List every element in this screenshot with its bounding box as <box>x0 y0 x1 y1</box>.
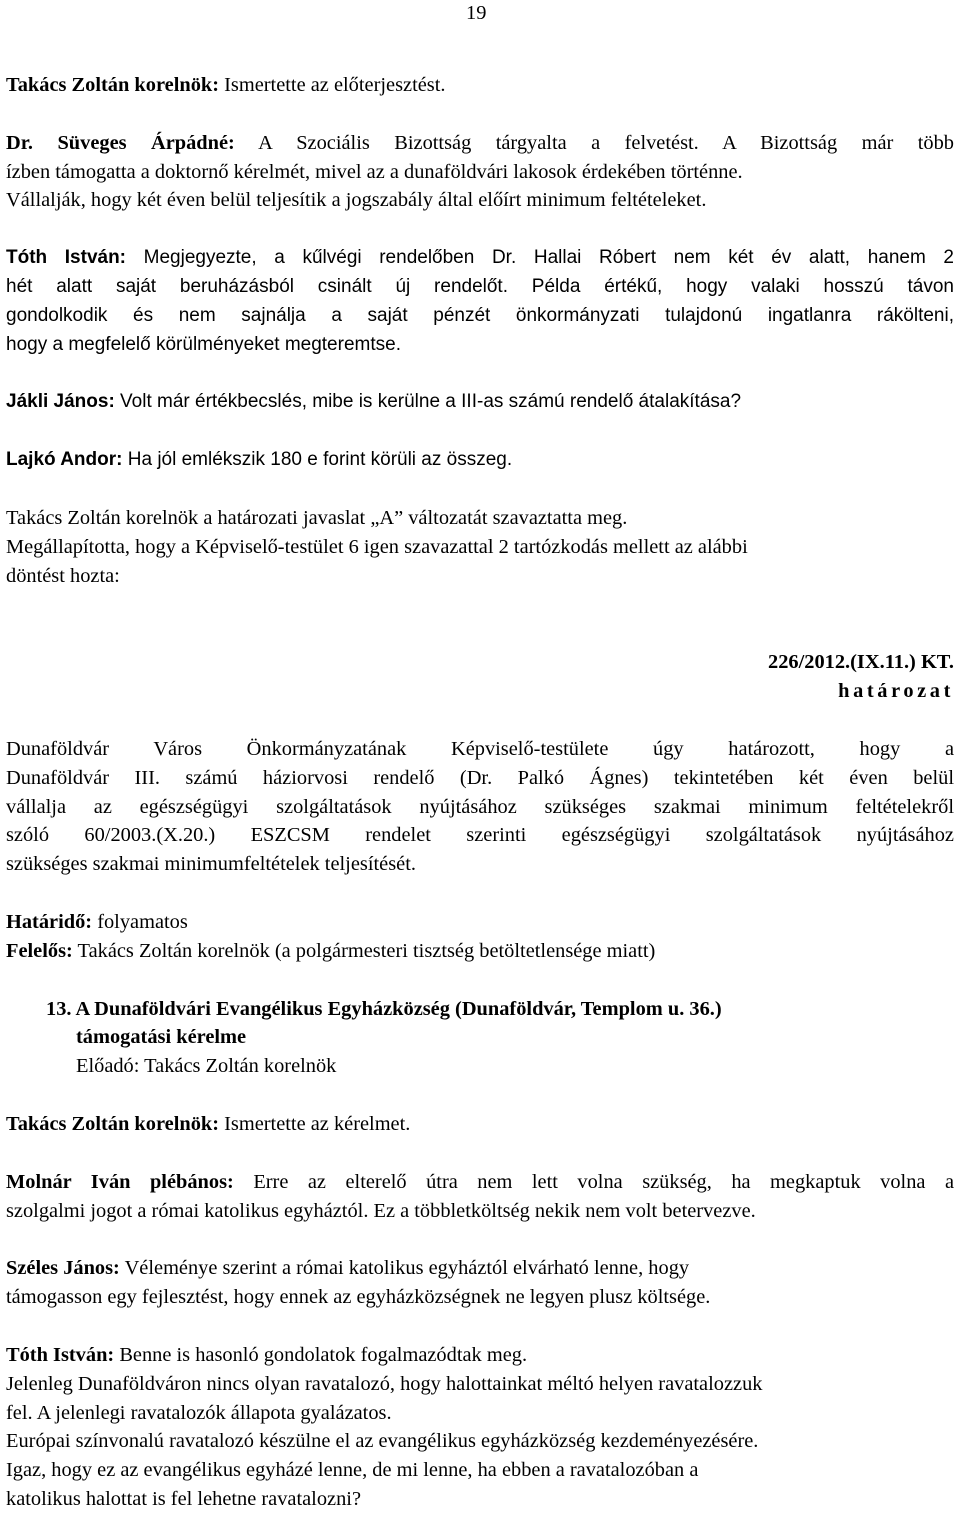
speaker-name: Lajkó Andor: <box>6 449 123 471</box>
resolution-text: Dunaföldvár Város Önkormányzatának Képviselő-testülete úgy határozott, hogy a Dunaföldvár III. számú háziorvosi rendelő (Dr. Palkó Ágnes) tekintetében két éven belül vállalja az egészségügyi szolgáltatások nyújtásához szükséges szakmai minimum feltételekről szóló 60/2003.(X.20.) ESZCSM rendelet szerinti egészségügyi szolgáltatások nyújtásához szükséges szakmai minimumfeltételek teljesítését. <box>6 737 954 876</box>
paragraph-korelnok-intro: Takács Zoltán korelnök: Ismertette az előterjesztést. <box>6 74 446 96</box>
speaker-name: Dr. Süveges Árpádné: <box>6 131 235 154</box>
speaker-name: Jákli János: <box>6 391 115 413</box>
speaker-name: Takács Zoltán korelnök: <box>6 1112 220 1135</box>
paragraph-toth-1: Tóth István: Megjegyezte, a kűlvégi rendelőben Dr. Hallai Róbert nem két év alatt, hanem 2 hét alatt saját beruházásból csinált új rendelőt. Példa értékű, hogy valaki hosszú távon gondolkodik és nem sajnálja a saját pénzét önkormányzati tulajdonú ingatlanra rákölteni, hogy a megfelelő körülményeket megteremtse. <box>6 247 954 355</box>
paragraph-molnar: Molnár Iván plébános: Erre az elterelő útra nem lett volna szükség, ha megkaptuk volna a szolgalmi jogot a római katolikus egyháztól. Ez a többletköltség nekik nem volt betervezve. <box>6 1170 954 1222</box>
paragraph-lajko: Lajkó Andor: Ha jól emlékszik 180 e forint körüli az összeg. <box>6 449 513 471</box>
speaker-name: Tóth István: <box>6 1343 115 1366</box>
agenda-presenter: Előadó: Takács Zoltán korelnök <box>76 1055 337 1078</box>
speaker-name: Molnár Iván plébános: <box>6 1170 234 1193</box>
resolution-meta <box>6 908 954 966</box>
responsible: Felelős: Takács Zoltán korelnök (a polgármesteri tisztség betöltetlensége miatt) <box>6 939 656 962</box>
paragraph-szeles: Széles János: Véleménye szerint a római katolikus egyháztól elvárható lenne, hogy támogasson egy fejlesztést, hogy ennek az egyházközségnek ne legyen plusz költsége. <box>6 1257 711 1309</box>
document-body <box>6 71 954 1514</box>
speaker-name: Széles János: <box>6 1257 120 1280</box>
resolution-block <box>6 648 954 965</box>
page-number: 19 <box>466 2 487 24</box>
paragraph-suveges: Dr. Süveges Árpádné: A Szociális Bizottság tárgyalta a felvetést. A Bizottság már több ízben támogatta a doktornő kérelmét, mivel az a dunaföldvári lakosok érdekében történne. Vállalják, hogy két éven belül teljesítik a jogszabály által előírt minimum feltételeket. <box>6 131 954 212</box>
speaker-name: Takács Zoltán korelnök: <box>6 74 220 96</box>
deadline: Határidő: folyamatos <box>6 910 188 933</box>
resolution-title: határozat <box>838 680 954 703</box>
speaker-name: Tóth István: <box>6 247 127 269</box>
agenda-title: 13. A Dunaföldvári Evangélikus Egyházközség (Dunaföldvár, Templom u. 36.) <box>46 997 722 1020</box>
paragraph-jakli: Jákli János: Volt már értékbecslés, mibe is kerülne a III-as számú rendelő átalakítása? <box>6 391 742 413</box>
resolution-number: 226/2012.(IX.11.) KT. <box>768 651 954 674</box>
paragraph-toth-2: Tóth István: Benne is hasonló gondolatok fogalmazódtak meg. Jelenleg Dunaföldváron nincs olyan ravatalozó, hogy halottainkat méltó helyen ravatalozzuk fel. A jelenlegi ravatalozók állapota gyalázatos. Európai színvonalú ravatalozó készülne el az evangélikus egyházközség kezdeményezésére. Igaz, hogy ez az evangélikus egyházé lenne, de mi lenne, ha ebben a ravatalozóban a katolikus halottat is fel lehetne ravatalozni? <box>6 1343 763 1510</box>
paragraph-vote: Takács Zoltán korelnök a határozati javaslat „A” változatát szavaztatta meg. Megállapította, hogy a Képviselő-testület 6 igen szavazattal 2 tartózkodás mellett az alábbi döntést hozta: <box>6 506 748 587</box>
agenda-item-13: 13. A Dunaföldvári Evangélikus Egyházközség (Dunaföldvár, Templom u. 36.) támogatási kérelme Előadó: Takács Zoltán korelnök <box>6 995 954 1081</box>
paragraph-korelnok-request: Takács Zoltán korelnök: Ismertette az kérelmet. <box>6 1112 411 1135</box>
